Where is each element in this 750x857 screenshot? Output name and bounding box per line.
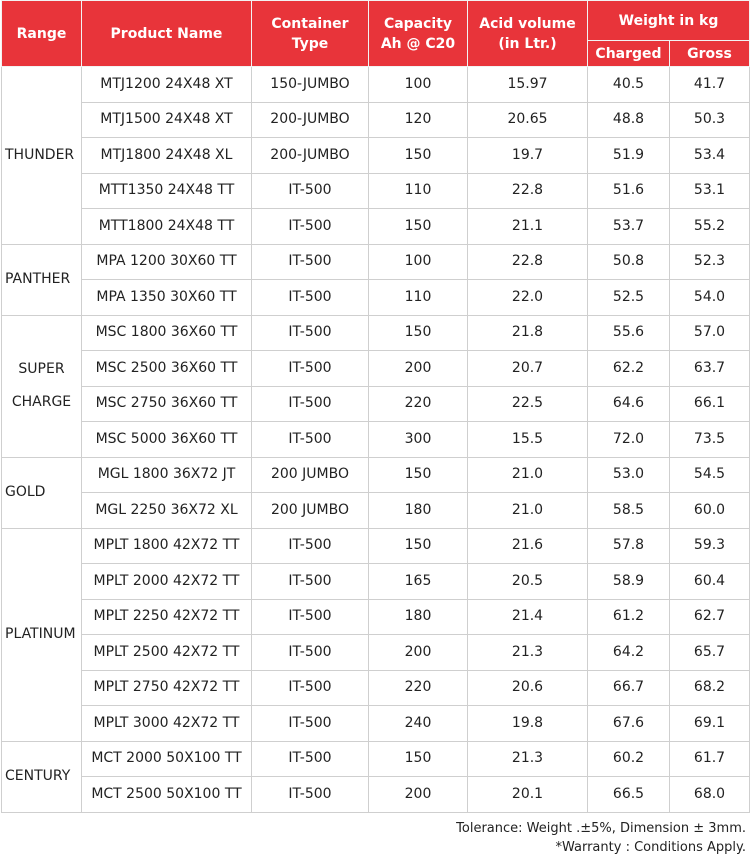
acid-volume-cell: 21.0: [468, 493, 588, 529]
acid-volume-cell: 19.7: [468, 138, 588, 174]
range-cell: [2, 67, 82, 245]
product-name-cell: MPA 1350 30X60 TT: [82, 280, 252, 316]
acid-volume-cell: 21.1: [468, 209, 588, 245]
product-name-cell: MCT 2000 50X100 TT: [82, 741, 252, 777]
capacity-cell: 120: [369, 102, 468, 138]
acid-volume-cell: 21.4: [468, 599, 588, 635]
product-name-cell: MTJ1800 24X48 XL: [82, 138, 252, 174]
charged-weight-cell: 61.2: [588, 599, 670, 635]
product-name-cell: MPLT 2500 42X72 TT: [82, 635, 252, 671]
table-row: [2, 599, 750, 635]
product-name-cell: MGL 1800 36X72 JT: [82, 457, 252, 493]
container-type-cell: IT-500: [252, 351, 369, 387]
gross-weight-cell: 59.3: [670, 528, 750, 564]
capacity-cell: 150: [369, 457, 468, 493]
table-row: [2, 777, 750, 813]
charged-weight-cell: 72.0: [588, 422, 670, 458]
header-acid-volume-line-2: (in Ltr.): [498, 35, 557, 52]
acid-volume-cell: 15.97: [468, 67, 588, 103]
gross-weight-cell: 68.2: [670, 670, 750, 706]
gross-weight-cell: 69.1: [670, 706, 750, 742]
table-body: [2, 67, 750, 813]
header-capacity-line-1: Capacity: [383, 15, 453, 32]
container-type-cell: IT-500: [252, 315, 369, 351]
container-type-cell: IT-500: [252, 386, 369, 422]
gross-weight-cell: 52.3: [670, 244, 750, 280]
container-type-cell: IT-500: [252, 422, 369, 458]
table-row: [2, 351, 750, 387]
acid-volume-cell: 21.0: [468, 457, 588, 493]
header-range: Range: [2, 1, 82, 67]
range-label: CHARGE: [11, 394, 72, 410]
container-type-cell: IT-500: [252, 528, 369, 564]
range-label: SUPER: [18, 361, 65, 377]
container-type-cell: IT-500: [252, 741, 369, 777]
container-type-cell: IT-500: [252, 280, 369, 316]
header-container-type-line-2: Type: [291, 35, 329, 52]
capacity-cell: 300: [369, 422, 468, 458]
table-row: [2, 457, 750, 493]
container-type-cell: IT-500: [252, 706, 369, 742]
charged-weight-cell: 67.6: [588, 706, 670, 742]
range-label: THUNDER: [5, 146, 75, 163]
charged-weight-cell: 64.6: [588, 386, 670, 422]
table-row: [2, 209, 750, 245]
header-container-type-line-1: Container: [271, 15, 349, 32]
container-type-cell: IT-500: [252, 564, 369, 600]
product-name-cell: MSC 1800 36X60 TT: [82, 315, 252, 351]
capacity-cell: 150: [369, 209, 468, 245]
header-product-name: Product Name: [82, 1, 252, 67]
charged-weight-cell: 64.2: [588, 635, 670, 671]
capacity-cell: 180: [369, 493, 468, 529]
charged-weight-cell: 57.8: [588, 528, 670, 564]
gross-weight-cell: 61.7: [670, 741, 750, 777]
header-acid-volume-line-1: Acid volume: [479, 15, 576, 32]
acid-volume-cell: 19.8: [468, 706, 588, 742]
acid-volume-cell: 20.5: [468, 564, 588, 600]
charged-weight-cell: 60.2: [588, 741, 670, 777]
product-name-cell: MTT1350 24X48 TT: [82, 173, 252, 209]
product-name-cell: MCT 2500 50X100 TT: [82, 777, 252, 813]
capacity-cell: 200: [369, 777, 468, 813]
gross-weight-cell: 57.0: [670, 315, 750, 351]
gross-weight-cell: 53.4: [670, 138, 750, 174]
table-row: [2, 635, 750, 671]
gross-weight-cell: 66.1: [670, 386, 750, 422]
header-capacity: [369, 1, 468, 67]
gross-weight-cell: 55.2: [670, 209, 750, 245]
table-row: [2, 315, 750, 351]
charged-weight-cell: 66.5: [588, 777, 670, 813]
acid-volume-cell: 21.3: [468, 635, 588, 671]
product-name-cell: MPLT 2750 42X72 TT: [82, 670, 252, 706]
product-name-cell: MPA 1200 30X60 TT: [82, 244, 252, 280]
capacity-cell: 110: [369, 173, 468, 209]
gross-weight-cell: 60.4: [670, 564, 750, 600]
container-type-cell: IT-500: [252, 777, 369, 813]
charged-weight-cell: 52.5: [588, 280, 670, 316]
header-gross: Gross: [670, 41, 750, 67]
gross-weight-cell: 68.0: [670, 777, 750, 813]
charged-weight-cell: 58.5: [588, 493, 670, 529]
table-row: [2, 564, 750, 600]
acid-volume-cell: 22.8: [468, 244, 588, 280]
gross-weight-cell: 54.5: [670, 457, 750, 493]
charged-weight-cell: 53.7: [588, 209, 670, 245]
table-row: [2, 422, 750, 458]
product-name-cell: MSC 2750 36X60 TT: [82, 386, 252, 422]
battery-spec-table: [1, 0, 750, 813]
table-header: [2, 1, 750, 67]
acid-volume-cell: 20.7: [468, 351, 588, 387]
acid-volume-cell: 22.8: [468, 173, 588, 209]
range-label: PLATINUM: [5, 626, 76, 642]
tolerance-note: Tolerance: Weight .±5%, Dimension ± 3mm.: [456, 820, 746, 836]
header-capacity-line-2: Ah @ C20: [380, 35, 456, 52]
capacity-cell: 100: [369, 67, 468, 103]
product-name-cell: MPLT 2000 42X72 TT: [82, 564, 252, 600]
container-type-cell: 200 JUMBO: [252, 457, 369, 493]
header-acid-volume: [468, 1, 588, 67]
range-label: PANTHER: [5, 271, 71, 287]
product-name-cell: MPLT 1800 42X72 TT: [82, 528, 252, 564]
acid-volume-cell: 22.5: [468, 386, 588, 422]
gross-weight-cell: 41.7: [670, 67, 750, 103]
product-name-cell: MSC 2500 36X60 TT: [82, 351, 252, 387]
table-row: [2, 528, 750, 564]
capacity-cell: 100: [369, 244, 468, 280]
range-cell: [2, 244, 82, 315]
acid-volume-cell: 21.3: [468, 741, 588, 777]
product-name-cell: MPLT 3000 42X72 TT: [82, 706, 252, 742]
charged-weight-cell: 40.5: [588, 67, 670, 103]
header-charged: Charged: [588, 41, 670, 67]
capacity-cell: 150: [369, 315, 468, 351]
gross-weight-cell: 62.7: [670, 599, 750, 635]
table-row: [2, 706, 750, 742]
capacity-cell: 240: [369, 706, 468, 742]
range-cell: [2, 457, 82, 528]
acid-volume-cell: 20.6: [468, 670, 588, 706]
gross-weight-cell: 54.0: [670, 280, 750, 316]
range-cell: [2, 315, 82, 457]
table-row: [2, 244, 750, 280]
table-row: [2, 493, 750, 529]
container-type-cell: IT-500: [252, 599, 369, 635]
charged-weight-cell: 50.8: [588, 244, 670, 280]
container-type-cell: IT-500: [252, 244, 369, 280]
charged-weight-cell: 51.6: [588, 173, 670, 209]
table-row: [2, 138, 750, 174]
gross-weight-cell: 50.3: [670, 102, 750, 138]
table-row: [2, 102, 750, 138]
range-label: CENTURY: [5, 768, 71, 784]
charged-weight-cell: 62.2: [588, 351, 670, 387]
table-row: [2, 173, 750, 209]
gross-weight-cell: 53.1: [670, 173, 750, 209]
product-name-cell: MGL 2250 36X72 XL: [82, 493, 252, 529]
acid-volume-cell: 20.1: [468, 777, 588, 813]
charged-weight-cell: 66.7: [588, 670, 670, 706]
capacity-cell: 165: [369, 564, 468, 600]
capacity-cell: 200: [369, 635, 468, 671]
container-type-cell: IT-500: [252, 173, 369, 209]
table-row: [2, 280, 750, 316]
acid-volume-cell: 21.8: [468, 315, 588, 351]
acid-volume-cell: 15.5: [468, 422, 588, 458]
capacity-cell: 150: [369, 528, 468, 564]
container-type-cell: IT-500: [252, 635, 369, 671]
table-row: [2, 670, 750, 706]
capacity-cell: 220: [369, 670, 468, 706]
gross-weight-cell: 60.0: [670, 493, 750, 529]
container-type-cell: 150-JUMBO: [252, 67, 369, 103]
header-container-type: [252, 1, 369, 67]
capacity-cell: 150: [369, 138, 468, 174]
container-type-cell: 200 JUMBO: [252, 493, 369, 529]
container-type-cell: IT-500: [252, 209, 369, 245]
table-row: [2, 741, 750, 777]
capacity-cell: 180: [369, 599, 468, 635]
charged-weight-cell: 58.9: [588, 564, 670, 600]
container-type-cell: 200-JUMBO: [252, 102, 369, 138]
product-name-cell: MSC 5000 36X60 TT: [82, 422, 252, 458]
charged-weight-cell: 53.0: [588, 457, 670, 493]
product-name-cell: MTJ1200 24X48 XT: [82, 67, 252, 103]
table-row: [2, 67, 750, 103]
capacity-cell: 220: [369, 386, 468, 422]
acid-volume-cell: 22.0: [468, 280, 588, 316]
table-row: [2, 386, 750, 422]
capacity-cell: 110: [369, 280, 468, 316]
charged-weight-cell: 48.8: [588, 102, 670, 138]
product-name-cell: MTJ1500 24X48 XT: [82, 102, 252, 138]
acid-volume-cell: 21.6: [468, 528, 588, 564]
product-name-cell: MPLT 2250 42X72 TT: [82, 599, 252, 635]
gross-weight-cell: 65.7: [670, 635, 750, 671]
acid-volume-cell: 20.65: [468, 102, 588, 138]
range-cell: [2, 741, 82, 812]
container-type-cell: 200-JUMBO: [252, 138, 369, 174]
charged-weight-cell: 55.6: [588, 315, 670, 351]
capacity-cell: 150: [369, 741, 468, 777]
gross-weight-cell: 73.5: [670, 422, 750, 458]
warranty-note: *Warranty : Conditions Apply.: [555, 839, 746, 855]
range-label: GOLD: [5, 484, 46, 500]
capacity-cell: 200: [369, 351, 468, 387]
gross-weight-cell: 63.7: [670, 351, 750, 387]
container-type-cell: IT-500: [252, 670, 369, 706]
charged-weight-cell: 51.9: [588, 138, 670, 174]
range-cell: [2, 528, 82, 741]
product-name-cell: MTT1800 24X48 TT: [82, 209, 252, 245]
header-weight: Weight in kg: [588, 1, 750, 41]
